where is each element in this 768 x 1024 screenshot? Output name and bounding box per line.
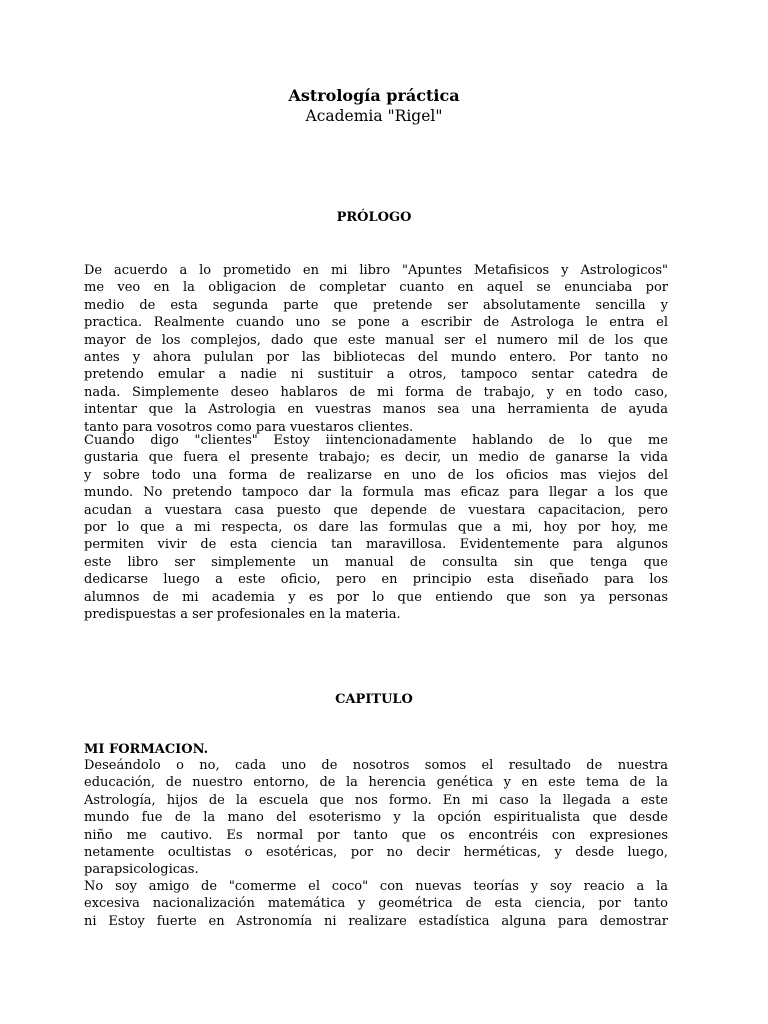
text-line: educación, de nuestro entorno, de la herencia genética y en este tema de la (84, 775, 668, 791)
text-line: dedicarse luego a este oficio, pero en principio esta diseñado para los (84, 572, 668, 588)
paragraph-4 (84, 878, 668, 930)
text-line: No soy amigo de "comerme el coco" con nuevas teorías y soy reacio a la (84, 879, 668, 894)
chapter-heading: CAPITULO (335, 692, 413, 707)
text-line: niño me cautivo. Es normal por tanto que os encontréis con expresiones (84, 827, 668, 843)
text-line: acudan a vuestara casa puesto que depende de vuestara capacitacion, pero (84, 502, 668, 518)
prologue-heading: PRÓLOGO (336, 210, 412, 225)
text-line: intentar que la Astrologia en vuestras manos sea una herramienta de ayuda (84, 402, 668, 418)
text-line: pretendo emular a nadie ni sustituir a otros, tampoco sentar catedra de (84, 367, 668, 383)
text-line: permiten vivir de esta ciencia tan maravillosa. Evidentemente para algunos (84, 537, 668, 553)
paragraph-2 (84, 432, 668, 623)
text-line: excesiva nacionalización matemática y geométrica de esta ciencia, por tanto (84, 896, 668, 912)
text-line: mayor de los complejos, dado que este manual ser el numero mil de los que (84, 332, 668, 348)
text-line: tanto para vosotros como para vuestaros clientes. (84, 419, 414, 435)
text-line: netamente ocultistas o esotéricas, por no decir herméticas, y desde luego, (84, 845, 668, 861)
text-line: medio de esta segunda parte que pretende ser absolutamente sencilla y (84, 297, 668, 313)
text-line: Astrología, hijos de la escuela que nos formo. En mi caso la llegada a este (84, 792, 668, 808)
text-line: mundo fue de la mano del esoterismo y la opción espiritualista que desde (84, 810, 668, 826)
text-line: predispuestas a ser profesionales en la materia. (84, 607, 401, 623)
text-line: y sobre todo una forma de realizarse en uno de los oficios mas viejos del (84, 467, 668, 483)
text-line: parapsicologicas. (84, 862, 199, 878)
paragraph-3 (84, 757, 668, 879)
text-line: gustaria que fuera el presente trabajo; es decir, un medio de ganarse la vida (84, 450, 668, 466)
text-line: alumnos de mi academia y es por lo que entiendo que son ya personas (84, 589, 668, 605)
text-line: practica. Realmente cuando uno se pone a escribir de Astrologa le entra el (84, 315, 668, 331)
text-line: nada. Simplemente deseo hablaros de mi forma de trabajo, y en todo caso, (84, 384, 668, 400)
text-line: antes y ahora pululan por las bibliotecas del mundo entero. Por tanto no (84, 350, 668, 366)
text-line: por lo que a mi respecta, os dare las formulas que a mi, hoy por hoy, me (84, 520, 668, 536)
text-line: Cuando digo "clientes" Estoy iintencionadamente hablando de lo que me (84, 433, 668, 448)
text-line: mundo. No pretendo tampoco dar la formula mas eficaz para llegar a los que (84, 485, 668, 501)
section-title: MI FORMACION. (84, 742, 209, 757)
text-line: Deseándolo o no, cada uno de nosotros somos el resultado de nuestra (84, 758, 668, 773)
text-line: este libro ser simplemente un manual de consulta sin que tenga que (84, 554, 668, 570)
document-subtitle: Academia "Rigel" (305, 107, 443, 125)
paragraph-1 (84, 262, 668, 436)
text-line: De acuerdo a lo prometido en mi libro "Apuntes Metafisicos y Astrologicos" (84, 263, 668, 278)
text-line: me veo en la obligacion de completar cuanto en aquel se enunciaba por (84, 280, 668, 296)
text-line: ni Estoy fuerte en Astronomía ni realizare estadística alguna para demostrar (84, 913, 668, 929)
document-title: Astrología práctica (288, 86, 460, 105)
